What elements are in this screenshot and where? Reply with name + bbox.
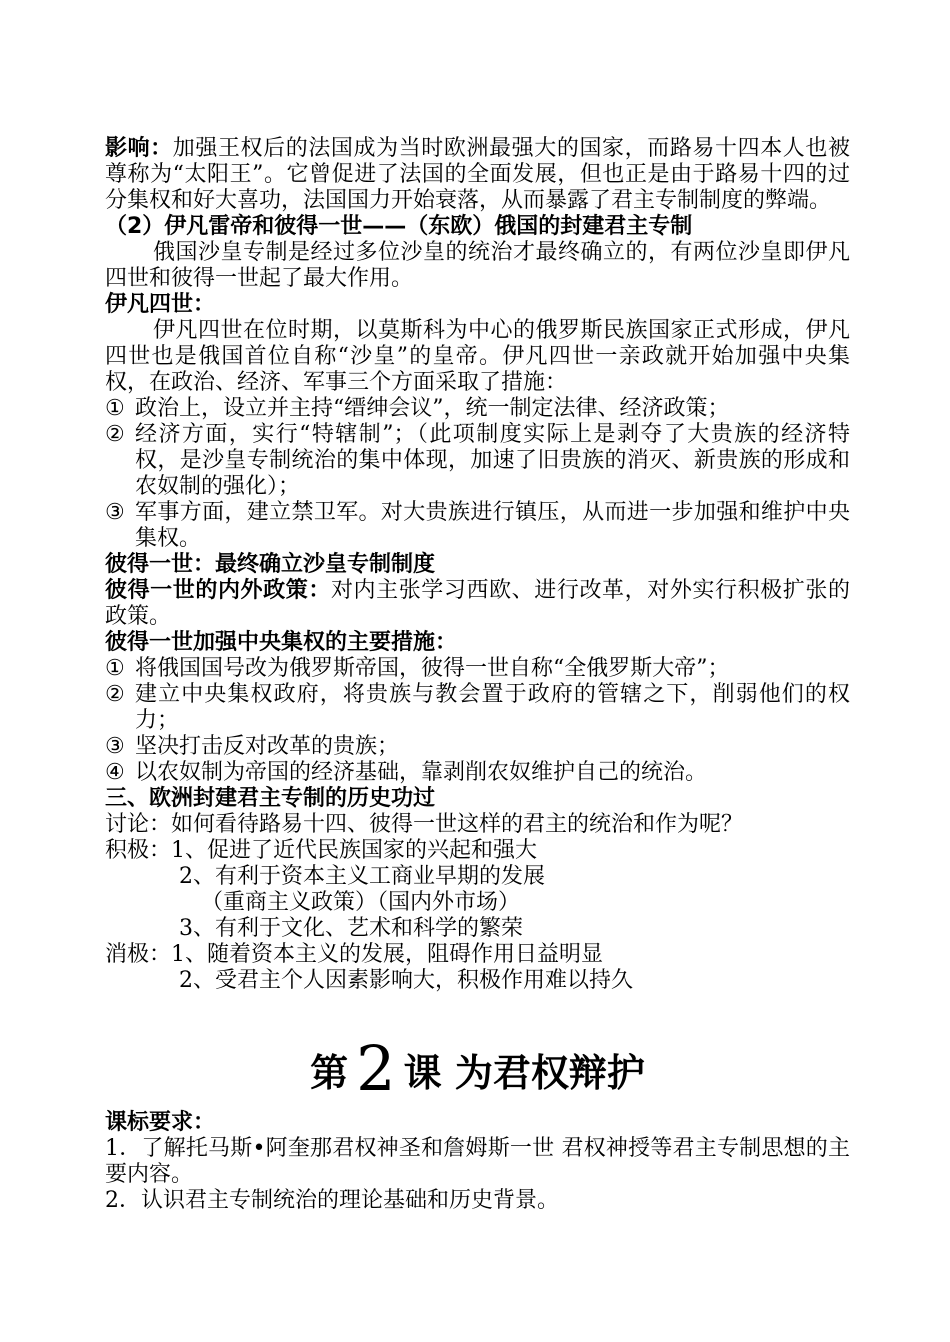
list-text: 坚决打击反对改革的贵族； (135, 734, 400, 759)
influence-text: 加强王权后的法国成为当时欧洲最强大的国家，而路易十四本人也被尊称为“太阳王”。它曾促进了法国的全面发展，但也正是由于路易十四的过分集权和好大喜功，法国国力开始衰落，从而暴露了君主专制制度的弊端。 (105, 136, 850, 213)
influence-paragraph (105, 136, 850, 214)
list-number: ② (105, 682, 125, 707)
list-number: ④ (105, 760, 125, 785)
list-number: ① (105, 656, 125, 681)
ivan-intro: 伊凡四世在位时期，以莫斯科为中心的俄罗斯民族国家正式形成，伊凡四世也是俄国首位自称“沙皇”的皇帝。伊凡四世一亲政就开始加强中央集权，在政治、经济、军事三个方面采取了措施： (105, 318, 850, 395)
list-text: 政治上，设立并主持“缙绅会议”，统一制定法律、经济政策； (135, 396, 730, 421)
standards-item: 1．了解托马斯•阿奎那君权神圣和詹姆斯一世 君权神授等君主专制思想的主要内容。 (105, 1136, 850, 1187)
positive-item: 1、促进了近代民族国家的兴起和强大 (171, 838, 538, 863)
negative-line (105, 942, 850, 968)
lesson-number: 2 (356, 1032, 396, 1105)
list-number: ② (105, 422, 125, 447)
peter-policy-text: 对内主张学习西欧、进行改革，对外实行积极扩张的政策。 (105, 578, 850, 629)
influence-label: 影响： (105, 136, 173, 161)
negative-item: 1、随着资本主义的发展，阻碍作用日益明显 (171, 942, 604, 967)
discussion-question: 讨论：如何看待路易十四、彼得一世这样的君主的统治和作为呢？ (105, 812, 744, 837)
standards-label: 课标要求： (105, 1110, 216, 1135)
ivan-label: 伊凡四世： (105, 292, 216, 317)
lesson-title (105, 1032, 850, 1105)
lesson-prefix: 第 (310, 1051, 349, 1095)
russia-heading: （2）伊凡雷帝和彼得一世——（东欧）俄国的封建君主专制 (105, 214, 693, 239)
peter-measure-item (105, 656, 850, 682)
list-number: ③ (105, 734, 125, 759)
list-text: 军事方面，建立禁卫军。对大贵族进行镇压，从而进一步加强和维护中央集权。 (135, 500, 850, 551)
lesson-suffix: 课 为君权辩护 (403, 1051, 645, 1095)
russia-paragraph: 俄国沙皇专制是经过多位沙皇的统治才最终确立的，有两位沙皇即伊凡四世和彼得一世起了最大作用。 (105, 240, 850, 291)
list-number: ① (105, 396, 125, 421)
positive-item: 3、有利于文化、艺术和科学的繁荣 (179, 916, 523, 941)
peter-policy-label: 彼得一世的内外政策： (105, 578, 331, 603)
ivan-measure-item (105, 422, 850, 500)
peter-measure-item (105, 760, 850, 786)
ivan-measure-item (105, 396, 850, 422)
positive-item: （重商主义政策）（国内外市场） (201, 890, 521, 915)
positive-item: 2、有利于资本主义工商业早期的发展 (179, 864, 545, 889)
list-text: 建立中央集权政府，将贵族与教会置于政府的管辖之下，削弱他们的权力； (135, 682, 850, 733)
list-number: ③ (105, 500, 125, 525)
positive-label: 积极： (105, 838, 172, 863)
section3-heading: 三、欧洲封建君主专制的历史功过 (105, 786, 436, 811)
list-text: 经济方面，实行“特辖制”；（此项制度实际上是剥夺了大贵族的经济特权，是沙皇专制统治的集中体现，加速了旧贵族的消灭、新贵族的形成和农奴制的强化）； (135, 422, 850, 499)
document-page (105, 136, 850, 1214)
peter-measures-label: 彼得一世加强中央集权的主要措施： (105, 630, 458, 655)
peter-measure-item (105, 682, 850, 734)
ivan-measure-item (105, 500, 850, 552)
negative-label: 消极： (105, 942, 172, 967)
negative-item: 2、受君主个人因素影响大，积极作用难以持久 (179, 968, 633, 993)
list-text: 以农奴制为帝国的经济基础，靠剥削农奴维护自己的统治。 (135, 760, 708, 785)
list-text: 将俄国国号改为俄罗斯帝国，彼得一世自称“全俄罗斯大帝”； (135, 656, 730, 681)
peter-heading: 彼得一世：最终确立沙皇专制制度 (105, 552, 436, 577)
standards-item: 2．认识君主专制统治的理论基础和历史背景。 (105, 1188, 559, 1213)
peter-measure-item (105, 734, 850, 760)
positive-line (105, 838, 850, 864)
peter-policy (105, 578, 850, 630)
